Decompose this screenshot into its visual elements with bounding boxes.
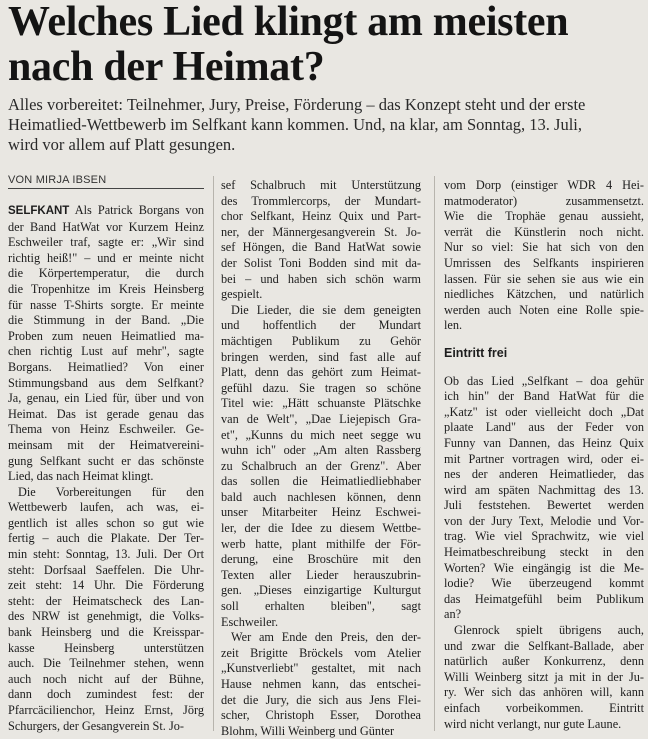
article-line: auch noch nicht auf der Bühne, — [8, 671, 204, 686]
article-line: des NRW ist genehmigt, die Volks- — [8, 609, 204, 624]
article-line: gen. „Dieses einzigartige Kulturgut — [221, 583, 421, 598]
article-line: Umrissen des Selfkants inspirieren — [444, 255, 644, 270]
article-line: vom Dorp (einstiger WDR 4 Hei- — [444, 178, 644, 192]
article-line: Worten? Wie eingängig ist die Me- — [444, 560, 644, 575]
article-line: von der Jury Text, Melodie und Vor- — [444, 513, 644, 528]
article-line: wuhn ich" oder „Am alten Rassberg — [221, 443, 421, 458]
subheading: Eintritt frei — [444, 345, 508, 360]
lead-paragraph — [8, 95, 640, 155]
article-line: verrät die Künstlerin noch nicht. — [444, 224, 644, 239]
headline — [8, 0, 644, 90]
article-line: Borgans. Heimatlied? Von einer — [8, 359, 204, 374]
article-line: niedliches Kätzchen, und natürlich — [444, 287, 644, 302]
article-line: auch. Die Teilnehmer stehen, wenn — [8, 656, 204, 671]
article-line: dann doch zumindest fest: der — [8, 687, 204, 702]
article-line: natürlich außer Konkurrenz, denn — [444, 654, 644, 669]
article-line: Die Lieder, die sie dem geneigten — [231, 302, 421, 317]
article-line: Wer am Ende den Preis, den der- — [231, 630, 421, 645]
article-line: et", „Kunns du mich neet segge wu — [221, 427, 421, 442]
article-line: gung Selfkant sucht er das schönste — [8, 453, 204, 468]
dateline: SELFKANT — [8, 205, 70, 217]
article-line: scher, Christoph Esser, Dorothea — [221, 708, 421, 723]
article-line: nes der anderen Heimatlieder, das — [444, 467, 644, 482]
article-line: len. — [444, 318, 463, 333]
article-line: min steht: Sonntag, 13. Juli. Der Ort — [8, 547, 204, 562]
headline-line: nach der Heimat? — [8, 44, 325, 90]
article-line: lodie? Wie überzeugend kommt — [444, 576, 644, 591]
lead-line: wird vor allem auf Platt gesungen. — [8, 135, 236, 154]
article-line: wird nicht verlangt, nur gute Laune. — [444, 716, 622, 731]
article-line: ler, der die Idee zu diesem Wettbe- — [221, 521, 421, 536]
article-line: zeit Brigitte Bröckels vom Atelier — [221, 645, 421, 660]
article-line: bei – und haben sich schön warm — [221, 271, 421, 286]
article-line: Proben zum neuen Heimatlied ma- — [8, 328, 204, 343]
article-line: soll erhalten bleiben", sagt — [221, 599, 421, 614]
article-line — [8, 203, 204, 220]
article-line: des Trommlercorps, der Mundart- — [221, 193, 421, 208]
article-column-1 — [8, 203, 204, 734]
article-column-3 — [444, 178, 644, 732]
article-line: einfach vorbeikommen. Eintritt — [444, 701, 644, 715]
column-divider — [213, 176, 214, 731]
article-line: Hause nehmen kann, das entschei- — [221, 677, 421, 691]
article-line: ich hin" der Band HatWat für die — [444, 389, 644, 404]
article-line: fertig – auch die Plakate. Der Ter- — [8, 531, 204, 546]
article-line: Ob das Lied „Selfkant – doa gehür — [444, 373, 644, 388]
article-line: an? — [444, 607, 462, 622]
article-line: det die Jury, die sich aus Jens Flei- — [221, 692, 421, 707]
article-line: Wie die Trophäe genau aussieht, — [444, 209, 644, 224]
article-column-2 — [221, 178, 421, 739]
article-line: Lied, das nach Heimat klingt. — [8, 469, 154, 484]
article-line: und hoffentlich der Mundart — [221, 318, 421, 333]
article-text: Als Patrick Borgans von — [69, 203, 204, 217]
article-line: wird am späten Nachmittag des 13. — [444, 482, 644, 497]
article-line: steht: Dorfsaal Saeffelen. Die Uhr- — [8, 562, 204, 577]
article-line: Juli feststehen. Bewertet werden — [444, 498, 644, 513]
article-line: und zwar die Selfkant-Ballade, aber — [444, 638, 644, 653]
article-line: „Katz" ist oder vielleicht doch „Dat — [444, 404, 644, 419]
article-line: van de Welt", „Dae Liejepisch Gra- — [221, 411, 421, 426]
article-line: Stimmungsband aus dem Selfkant? — [8, 375, 204, 390]
article-line: gentlich ist alles schon so gut wie — [8, 515, 204, 530]
article-line: Eschweiler traf, sagte er: „Wir sind — [8, 235, 204, 250]
article-line: mit Partner vortragen wird, oder ei- — [444, 451, 644, 466]
article-line: unser Mitarbeiter Heinz Eschwei- — [221, 505, 421, 520]
article-line: bringen werden, sind fast alle auf — [221, 349, 421, 364]
article-line: die Körpertemperatur, die durch — [8, 266, 204, 281]
article-line: gespielt. — [221, 287, 263, 302]
column-divider — [434, 176, 435, 731]
lead-line: Heimatlied-Wettbewerb im Selfkant kann kommen. Und, na klar, am Sonntag, 13. Juli, — [8, 115, 583, 134]
article-line: der Solist Toni Bodden sind mit da- — [221, 255, 421, 270]
headline-line: Welches Lied klingt am meisten — [8, 0, 569, 45]
article-line: sef Höngen, die Band HatWat sowie — [221, 240, 421, 255]
article-line: steht: der Heimatscheck des Lan- — [8, 593, 204, 608]
article-line: Die Vorbereitungen für den — [18, 484, 204, 499]
article-line: Thema von Heinz Eschweiler. Ge- — [8, 422, 204, 437]
article-line: lassen. Für sie sehen sie aus wie ein — [444, 271, 644, 286]
article-line: Ja, genau, ein Lied für, über und von — [8, 391, 204, 406]
article-line: kasse Heinsberg unterstützen — [8, 640, 204, 655]
article-line: mächtigen Publikum zu Gehör — [221, 333, 421, 348]
article-line: bank Heinsberg und die Kreisspar- — [8, 625, 204, 640]
article-line: Titel wie: „Hätt schuanste Plätschke — [221, 396, 421, 411]
article-line: Funny van Dannen, das Heinz Quix — [444, 435, 644, 450]
article-line: das Heimatgefühl beim Publikum — [444, 591, 644, 606]
article-line: gefühl dazu. Sie tragen so schöne — [221, 380, 421, 395]
article-line: werb hatte, plant mithilfe der För- — [221, 536, 421, 551]
article-line: plaate Land" aus der Feder von — [444, 420, 644, 435]
article-line: meinsam mit der Heimatvereini- — [8, 437, 204, 452]
article-line: werden auch Noten eine Rolle spie- — [444, 302, 644, 317]
article-line: Platt, denn das gehört zum Heimat- — [221, 365, 421, 380]
article-line: Glenrock spielt übrigens auch, — [454, 623, 644, 638]
article-line: ner, der Männergesangverein St. Jo- — [221, 224, 421, 239]
article-line: Eschweiler. — [221, 614, 279, 629]
article-line: chen richtig Lust auf mehr", sagte — [8, 344, 204, 359]
byline: VON MIRJA IBSEN — [8, 174, 204, 189]
article-line: der Band HatWat vor Kurzem Heinz — [8, 219, 204, 234]
article-line: die Stimmung in der Band. „Die — [8, 313, 204, 328]
article-line: richtig heiß!" – und er meinte nicht — [8, 250, 204, 265]
article-line: Pfarrcäcilienchor, Heinz Ernst, Jörg — [8, 703, 204, 717]
article-line: das sollen die Heimatliedliebhaber — [221, 474, 421, 489]
article-line: sef Schalbruch mit Unterstützung — [221, 178, 421, 192]
article-line: Blohm, Willi Weinberg und Günter — [221, 723, 395, 738]
article-line: ry. Wer sich das anhören will, kann — [444, 685, 644, 700]
article-line: zeit steht: 14 Uhr. Die Förderung — [8, 578, 204, 593]
article-line: chor Selfkant, Heinz Quix und Part- — [221, 209, 421, 224]
article-line: Heimatbeschreibung steckt in den — [444, 545, 644, 560]
article-line: bald auch nachlesen können, denn — [221, 489, 421, 504]
article-line: matmoderator) zusammensetzt. — [444, 193, 644, 208]
article-line: Heimat. Das ist gerade genau das — [8, 406, 204, 421]
article-line: Wettbewerb laufen, ach was, ei- — [8, 500, 204, 515]
lead-line: Alles vorbereitet: Teilnehmer, Jury, Preise, Förderung – das Konzept steht und der erste — [8, 95, 586, 114]
article-line: zu Schalbruch an der Grenz". Aber — [221, 458, 421, 473]
article-line: Nur so viel: Sie hat sich von den — [444, 240, 644, 255]
article-line: die Tropenhitze im Kreis Heinsberg — [8, 281, 204, 296]
article-line: für nasse T-Shirts sorgte. Er meinte — [8, 297, 204, 312]
article-line: „Kunstverliebt" gestaltet, mit nach — [221, 661, 421, 676]
article-line: trag. Wie viel Sprachwitz, wie viel — [444, 529, 644, 544]
article-line: derung, eine Broschüre mit den — [221, 552, 421, 567]
article-line: Willi Weinberg sitzt ja mit in der Ju- — [444, 669, 644, 684]
article-line: Texten aller Lieder herauszubrin- — [221, 567, 421, 582]
article-line: Schurgers, der Gesangverein St. Jo- — [8, 718, 184, 733]
